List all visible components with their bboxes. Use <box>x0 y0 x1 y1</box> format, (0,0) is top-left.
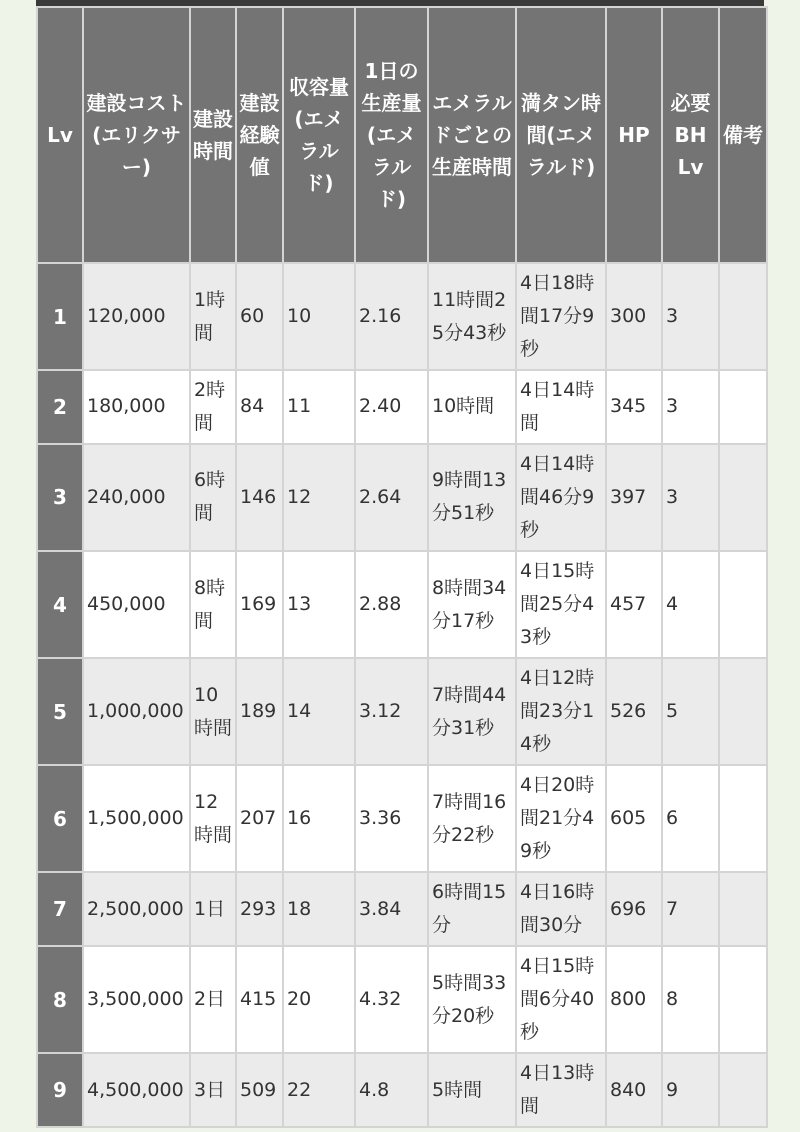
header-required-bh-lv: 必要BH Lv <box>662 7 719 263</box>
cell-notes <box>719 872 767 946</box>
cell-hp: 300 <box>606 263 662 370</box>
cell-hp: 397 <box>606 444 662 551</box>
cell-time-per-emerald: 6時間15分 <box>428 872 516 946</box>
table-row <box>37 551 767 658</box>
cell-daily-production: 3.36 <box>355 765 428 872</box>
cell-build-cost: 3,500,000 <box>83 946 190 1053</box>
cell-full-time: 4日20時間21分49秒 <box>516 765 606 872</box>
cell-full-time: 4日18時間17分9秒 <box>516 263 606 370</box>
level-stats-table <box>36 6 768 1128</box>
cell-build-time: 2日 <box>190 946 236 1053</box>
cell-hp: 840 <box>606 1053 662 1127</box>
cell-daily-production: 2.64 <box>355 444 428 551</box>
cell-required-bh-lv: 4 <box>662 551 719 658</box>
cell-notes <box>719 946 767 1053</box>
cell-notes <box>719 263 767 370</box>
cell-full-time: 4日14時間46分9秒 <box>516 444 606 551</box>
cell-build-time: 1日 <box>190 872 236 946</box>
cell-capacity: 16 <box>283 765 355 872</box>
cell-daily-production: 4.32 <box>355 946 428 1053</box>
header-full-time: 満タン時間(エメラルド) <box>516 7 606 263</box>
cell-capacity: 12 <box>283 444 355 551</box>
cell-full-time: 4日14時間 <box>516 370 606 444</box>
cell-notes <box>719 658 767 765</box>
cell-hp: 800 <box>606 946 662 1053</box>
header-capacity: 収容量(エメラルド) <box>283 7 355 263</box>
cell-notes <box>719 1053 767 1127</box>
cell-required-bh-lv: 5 <box>662 658 719 765</box>
cell-time-per-emerald: 5時間 <box>428 1053 516 1127</box>
header-hp: HP <box>606 7 662 263</box>
cell-build-xp: 189 <box>236 658 283 765</box>
cell-full-time: 4日13時間 <box>516 1053 606 1127</box>
cell-build-time: 8時間 <box>190 551 236 658</box>
cell-hp: 526 <box>606 658 662 765</box>
cell-lv: 6 <box>37 765 83 872</box>
cell-build-cost: 240,000 <box>83 444 190 551</box>
cell-build-time: 3日 <box>190 1053 236 1127</box>
cell-build-time: 12時間 <box>190 765 236 872</box>
cell-build-time: 2時間 <box>190 370 236 444</box>
cell-capacity: 11 <box>283 370 355 444</box>
cell-time-per-emerald: 9時間13分51秒 <box>428 444 516 551</box>
cell-lv: 4 <box>37 551 83 658</box>
header-daily-production: 1日の生産量(エメラルド) <box>355 7 428 263</box>
cell-required-bh-lv: 8 <box>662 946 719 1053</box>
table-row <box>37 658 767 765</box>
cell-time-per-emerald: 11時間25分43秒 <box>428 263 516 370</box>
header-row <box>37 7 767 263</box>
cell-build-time: 10時間 <box>190 658 236 765</box>
table-row <box>37 263 767 370</box>
cell-capacity: 18 <box>283 872 355 946</box>
cell-notes <box>719 765 767 872</box>
cell-full-time: 4日12時間23分14秒 <box>516 658 606 765</box>
cell-full-time: 4日15時間6分40秒 <box>516 946 606 1053</box>
cell-build-time: 6時間 <box>190 444 236 551</box>
cell-required-bh-lv: 7 <box>662 872 719 946</box>
cell-daily-production: 2.16 <box>355 263 428 370</box>
header-time-per-emerald: エメラルドごとの生産時間 <box>428 7 516 263</box>
cell-lv: 9 <box>37 1053 83 1127</box>
cell-hp: 605 <box>606 765 662 872</box>
header-build-time: 建設時間 <box>190 7 236 263</box>
cell-build-xp: 509 <box>236 1053 283 1127</box>
header-build-xp: 建設経験値 <box>236 7 283 263</box>
cell-required-bh-lv: 9 <box>662 1053 719 1127</box>
cell-build-xp: 207 <box>236 765 283 872</box>
cell-lv: 5 <box>37 658 83 765</box>
cell-build-xp: 146 <box>236 444 283 551</box>
cell-build-cost: 450,000 <box>83 551 190 658</box>
cell-capacity: 14 <box>283 658 355 765</box>
cell-build-xp: 60 <box>236 263 283 370</box>
cell-lv: 7 <box>37 872 83 946</box>
cell-capacity: 10 <box>283 263 355 370</box>
cell-hp: 457 <box>606 551 662 658</box>
cell-time-per-emerald: 10時間 <box>428 370 516 444</box>
cell-daily-production: 3.12 <box>355 658 428 765</box>
cell-build-cost: 1,500,000 <box>83 765 190 872</box>
cell-capacity: 13 <box>283 551 355 658</box>
cell-hp: 345 <box>606 370 662 444</box>
cell-capacity: 20 <box>283 946 355 1053</box>
cell-full-time: 4日15時間25分43秒 <box>516 551 606 658</box>
header-build-cost: 建設コスト(エリクサー) <box>83 7 190 263</box>
table-row <box>37 1053 767 1127</box>
cell-lv: 1 <box>37 263 83 370</box>
cell-build-cost: 180,000 <box>83 370 190 444</box>
table-row <box>37 946 767 1053</box>
cell-time-per-emerald: 7時間16分22秒 <box>428 765 516 872</box>
cell-lv: 8 <box>37 946 83 1053</box>
cell-time-per-emerald: 7時間44分31秒 <box>428 658 516 765</box>
table-row <box>37 872 767 946</box>
cell-lv: 2 <box>37 370 83 444</box>
cell-build-cost: 120,000 <box>83 263 190 370</box>
cell-build-xp: 293 <box>236 872 283 946</box>
cell-time-per-emerald: 8時間34分17秒 <box>428 551 516 658</box>
cell-build-xp: 415 <box>236 946 283 1053</box>
cell-full-time: 4日16時間30分 <box>516 872 606 946</box>
cell-build-xp: 84 <box>236 370 283 444</box>
cell-required-bh-lv: 3 <box>662 370 719 444</box>
cell-required-bh-lv: 3 <box>662 263 719 370</box>
cell-capacity: 22 <box>283 1053 355 1127</box>
cell-required-bh-lv: 3 <box>662 444 719 551</box>
table-row <box>37 444 767 551</box>
table-row <box>37 765 767 872</box>
cell-required-bh-lv: 6 <box>662 765 719 872</box>
cell-build-xp: 169 <box>236 551 283 658</box>
header-lv: Lv <box>37 7 83 263</box>
cell-time-per-emerald: 5時間33分20秒 <box>428 946 516 1053</box>
cell-build-cost: 4,500,000 <box>83 1053 190 1127</box>
cell-notes <box>719 551 767 658</box>
cell-notes <box>719 444 767 551</box>
table-row <box>37 370 767 444</box>
cell-daily-production: 4.8 <box>355 1053 428 1127</box>
cell-daily-production: 2.40 <box>355 370 428 444</box>
cell-build-cost: 2,500,000 <box>83 872 190 946</box>
cell-build-cost: 1,000,000 <box>83 658 190 765</box>
cell-build-time: 1時間 <box>190 263 236 370</box>
header-notes: 備考 <box>719 7 767 263</box>
cell-daily-production: 2.88 <box>355 551 428 658</box>
cell-hp: 696 <box>606 872 662 946</box>
cell-lv: 3 <box>37 444 83 551</box>
cell-notes <box>719 370 767 444</box>
cell-daily-production: 3.84 <box>355 872 428 946</box>
